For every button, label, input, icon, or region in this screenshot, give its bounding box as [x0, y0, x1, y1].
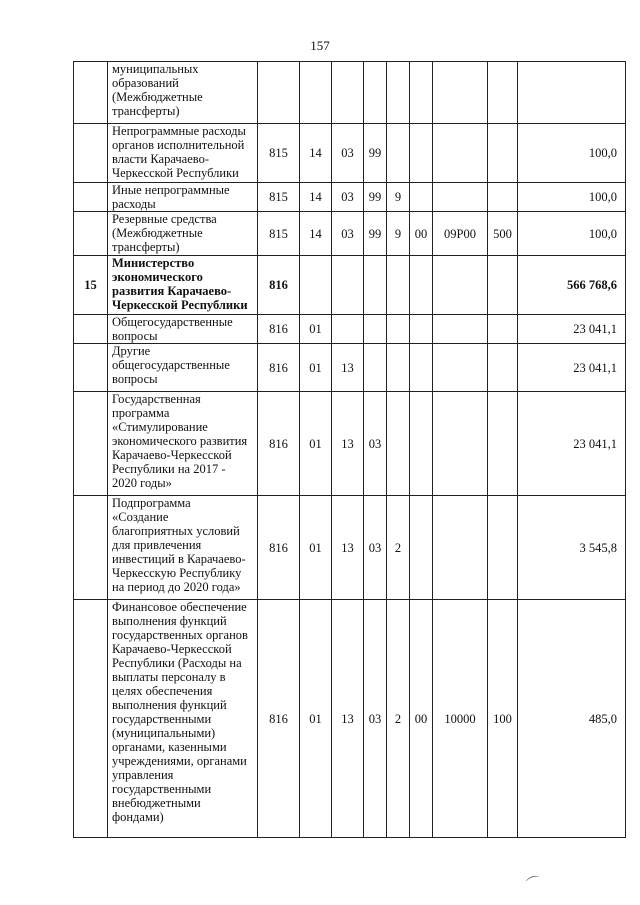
subsection-code	[332, 315, 364, 344]
type-code	[488, 344, 518, 392]
row-number	[74, 212, 108, 256]
amount: 566 768,6	[518, 256, 626, 315]
section-code: 14	[300, 124, 332, 183]
subprogram-code	[387, 256, 410, 315]
direction-code	[410, 496, 433, 600]
subprogram-code: 2	[387, 600, 410, 838]
ministry-code: 815	[258, 183, 300, 212]
subsection-code	[332, 256, 364, 315]
direction-code	[410, 315, 433, 344]
direction-code	[410, 124, 433, 183]
item-name: Резервные средства (Межбюджетные трансферты)	[108, 212, 258, 256]
type-code	[488, 315, 518, 344]
section-code: 01	[300, 496, 332, 600]
table-row	[74, 212, 626, 256]
table-row	[74, 183, 626, 212]
page-number: 157	[310, 38, 330, 53]
table-row	[74, 256, 626, 315]
expense-code	[433, 124, 488, 183]
table-row	[74, 124, 626, 183]
ministry-code: 816	[258, 392, 300, 496]
subprogram-code	[387, 392, 410, 496]
type-code	[488, 256, 518, 315]
row-number	[74, 392, 108, 496]
program-code: 03	[364, 600, 387, 838]
expense-code	[433, 183, 488, 212]
handwritten-mark: ⌒	[525, 874, 544, 894]
expense-code	[433, 62, 488, 124]
item-name: Подпрограмма «Создание благоприятных условий для привлечения инвестиций в Карачаево- Черкесскую Республику на период до 2020 года»	[108, 496, 258, 600]
type-code	[488, 62, 518, 124]
subsection-code: 03	[332, 212, 364, 256]
program-code: 99	[364, 212, 387, 256]
item-name: Финансовое обеспечение выполнения функций государственных органов Карачаево-Черкесской Республики (Расходы на выплаты персоналу в целях обеспечения выполнения функций государственными (муниципальными) органами, казенными учреждениями, органами управления государственными внебюджетными фондами)	[108, 600, 258, 838]
subprogram-code	[387, 315, 410, 344]
expense-code: 09Р00	[433, 212, 488, 256]
direction-code	[410, 183, 433, 212]
subprogram-code: 9	[387, 183, 410, 212]
table-row	[74, 62, 626, 124]
section-code	[300, 256, 332, 315]
program-code: 99	[364, 183, 387, 212]
expense-code	[433, 256, 488, 315]
subprogram-code: 9	[387, 212, 410, 256]
program-code: 03	[364, 392, 387, 496]
subsection-code: 13	[332, 392, 364, 496]
section-code: 14	[300, 183, 332, 212]
section-code: 01	[300, 392, 332, 496]
type-code	[488, 392, 518, 496]
row-number	[74, 315, 108, 344]
program-code: 03	[364, 496, 387, 600]
amount: 23 041,1	[518, 315, 626, 344]
section-code: 01	[300, 315, 332, 344]
row-number	[74, 124, 108, 183]
subsection-code: 03	[332, 124, 364, 183]
row-number: 15	[74, 256, 108, 315]
ministry-code: 815	[258, 124, 300, 183]
subsection-code: 13	[332, 496, 364, 600]
program-code	[364, 344, 387, 392]
expense-code	[433, 344, 488, 392]
expense-code	[433, 496, 488, 600]
type-code: 100	[488, 600, 518, 838]
table-row	[74, 496, 626, 600]
row-number	[74, 600, 108, 838]
type-code	[488, 124, 518, 183]
program-code	[364, 256, 387, 315]
row-number	[74, 496, 108, 600]
direction-code: 00	[410, 212, 433, 256]
amount	[518, 62, 626, 124]
ministry-code	[258, 62, 300, 124]
section-code	[300, 62, 332, 124]
subprogram-code: 2	[387, 496, 410, 600]
item-name: муниципальных образований (Межбюджетные трансферты)	[108, 62, 258, 124]
item-name: Государственная программа «Стимулирование экономического развития Карачаево-Черкесской Республики на 2017 - 2020 годы»	[108, 392, 258, 496]
program-code: 99	[364, 124, 387, 183]
expense-code	[433, 392, 488, 496]
type-code	[488, 496, 518, 600]
item-name: Другие общегосударственные вопросы	[108, 344, 258, 392]
program-code	[364, 315, 387, 344]
item-name: Министерство экономического развития Карачаево- Черкесской Республики	[108, 256, 258, 315]
amount: 3 545,8	[518, 496, 626, 600]
table-row	[74, 315, 626, 344]
section-code: 01	[300, 600, 332, 838]
amount: 485,0	[518, 600, 626, 838]
amount: 100,0	[518, 124, 626, 183]
amount: 100,0	[518, 183, 626, 212]
budget-table	[73, 61, 626, 838]
ministry-code: 816	[258, 496, 300, 600]
row-number	[74, 183, 108, 212]
amount: 23 041,1	[518, 392, 626, 496]
ministry-code: 816	[258, 344, 300, 392]
subsection-code: 13	[332, 344, 364, 392]
table-row	[74, 600, 626, 838]
item-name: Иные непрограммные расходы	[108, 183, 258, 212]
direction-code	[410, 256, 433, 315]
subsection-code: 13	[332, 600, 364, 838]
amount: 100,0	[518, 212, 626, 256]
expense-code	[433, 315, 488, 344]
expense-code: 10000	[433, 600, 488, 838]
table-row	[74, 392, 626, 496]
section-code: 14	[300, 212, 332, 256]
subprogram-code	[387, 344, 410, 392]
direction-code	[410, 392, 433, 496]
ministry-code: 816	[258, 600, 300, 838]
table-row	[74, 344, 626, 392]
amount: 23 041,1	[518, 344, 626, 392]
item-name: Общегосударственные вопросы	[108, 315, 258, 344]
ministry-code: 815	[258, 212, 300, 256]
row-number	[74, 62, 108, 124]
section-code: 01	[300, 344, 332, 392]
item-name: Непрограммные расходы органов исполнительной власти Карачаево- Черкесской Республики	[108, 124, 258, 183]
ministry-code: 816	[258, 256, 300, 315]
direction-code	[410, 62, 433, 124]
row-number	[74, 344, 108, 392]
type-code: 500	[488, 212, 518, 256]
subsection-code: 03	[332, 183, 364, 212]
ministry-code: 816	[258, 315, 300, 344]
subprogram-code	[387, 62, 410, 124]
direction-code: 00	[410, 600, 433, 838]
subsection-code	[332, 62, 364, 124]
program-code	[364, 62, 387, 124]
subprogram-code	[387, 124, 410, 183]
type-code	[488, 183, 518, 212]
direction-code	[410, 344, 433, 392]
